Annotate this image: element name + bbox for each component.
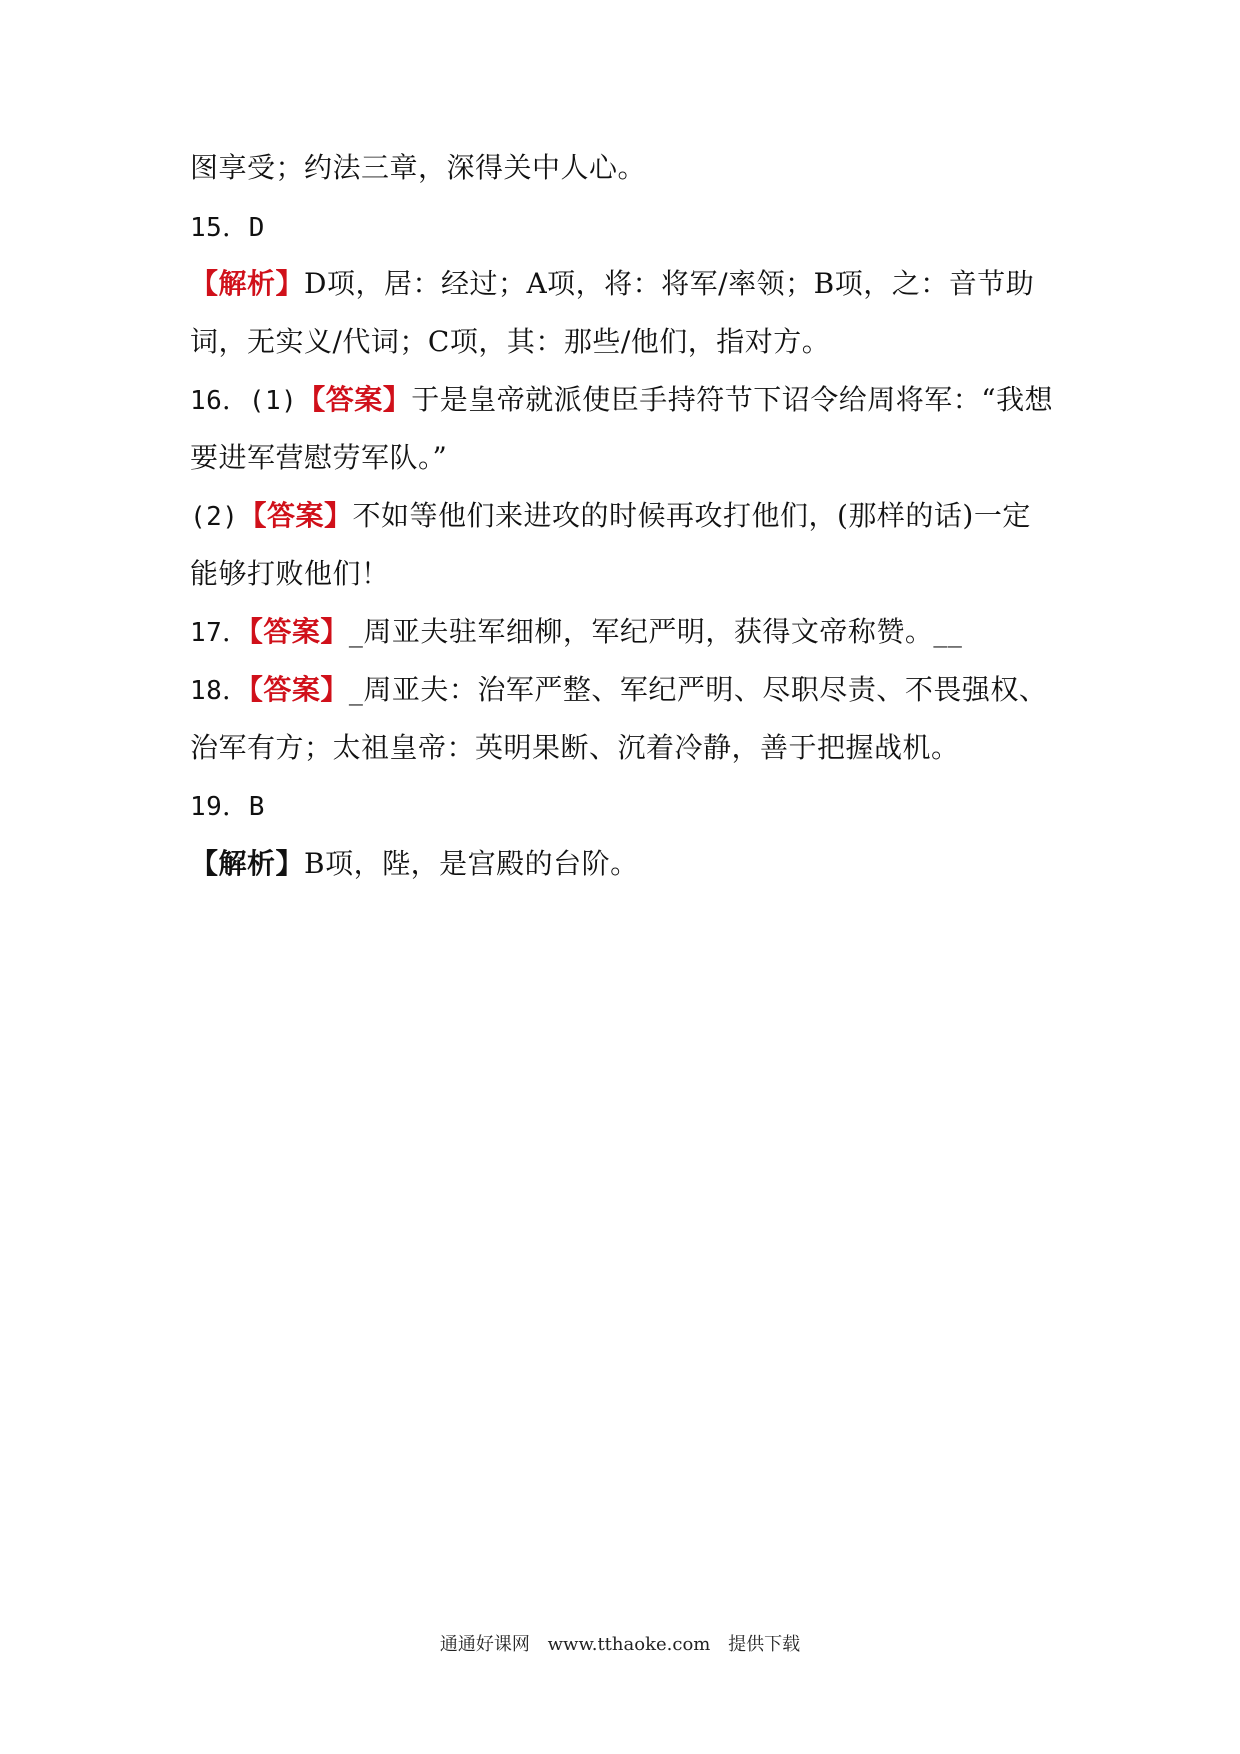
sub-question-number: (2) (190, 502, 239, 532)
page-footer (0, 1633, 1240, 1657)
answer-tag: 【答案】 (238, 499, 353, 532)
answer-tag: 【答案】 (297, 383, 412, 416)
answer-line-13 (190, 846, 1070, 882)
line-text: 能够打败他们！ (190, 557, 390, 590)
answer-line-10 (190, 672, 1070, 709)
line-text: 词，无实义/代词；C项，其：那些/他们，指对方。 (190, 325, 831, 358)
answer-line-4 (190, 324, 1070, 360)
footer-note: 提供下载 (728, 1634, 801, 1655)
answer-line-5 (190, 382, 1070, 419)
answer-line-11 (190, 730, 1070, 766)
question-number: 16．(1) (190, 386, 298, 416)
question-number: 15．D (190, 213, 265, 243)
answer-line-6 (190, 440, 1070, 476)
answer-line-9 (190, 614, 1070, 651)
footer-site-name: 通通好课网 (439, 1634, 530, 1655)
line-text: 要进军营慰劳军队。” (190, 441, 448, 474)
line-text: 图享受；约法三章，深得关中人心。 (190, 151, 647, 184)
line-text: D项，居：经过；A项，将：将军/率领；B项，之：音节助 (304, 267, 1035, 300)
line-text: B项，陛，是宫殿的台阶。 (304, 847, 639, 880)
answer-line-1 (190, 150, 1070, 186)
analysis-tag: 【解析】 (190, 267, 305, 300)
question-number: 19．B (190, 792, 265, 822)
question-number: 18． (190, 676, 249, 706)
answer-tag: 【答案】 (248, 673, 349, 706)
line-text: _周亚夫：治军严整、军纪严明、尽职尽责、不畏强权、 (348, 673, 1048, 706)
line-text: 治军有方；太祖皇帝：英明果断、沉着冷静，善于把握战机。 (190, 731, 960, 764)
question-number: 17． (190, 618, 249, 648)
answer-line-12 (190, 788, 1070, 825)
answer-line-2 (190, 209, 1070, 246)
answer-line-7 (190, 498, 1070, 535)
line-text: 不如等他们来进攻的时候再攻打他们，(那样的话)一定 (352, 499, 1031, 532)
line-text: _周亚夫驻军细柳，军纪严明，获得文帝称赞。__ (348, 615, 963, 648)
answer-line-3 (190, 266, 1070, 302)
answer-tag: 【答案】 (248, 615, 349, 648)
line-text: 于是皇帝就派使臣手持符节下诏令给周将军：“我想 (411, 383, 1054, 416)
answer-line-8 (190, 556, 1070, 592)
footer-url: www.tthaoke.com (547, 1634, 711, 1655)
analysis-tag: 【解析】 (190, 847, 305, 880)
